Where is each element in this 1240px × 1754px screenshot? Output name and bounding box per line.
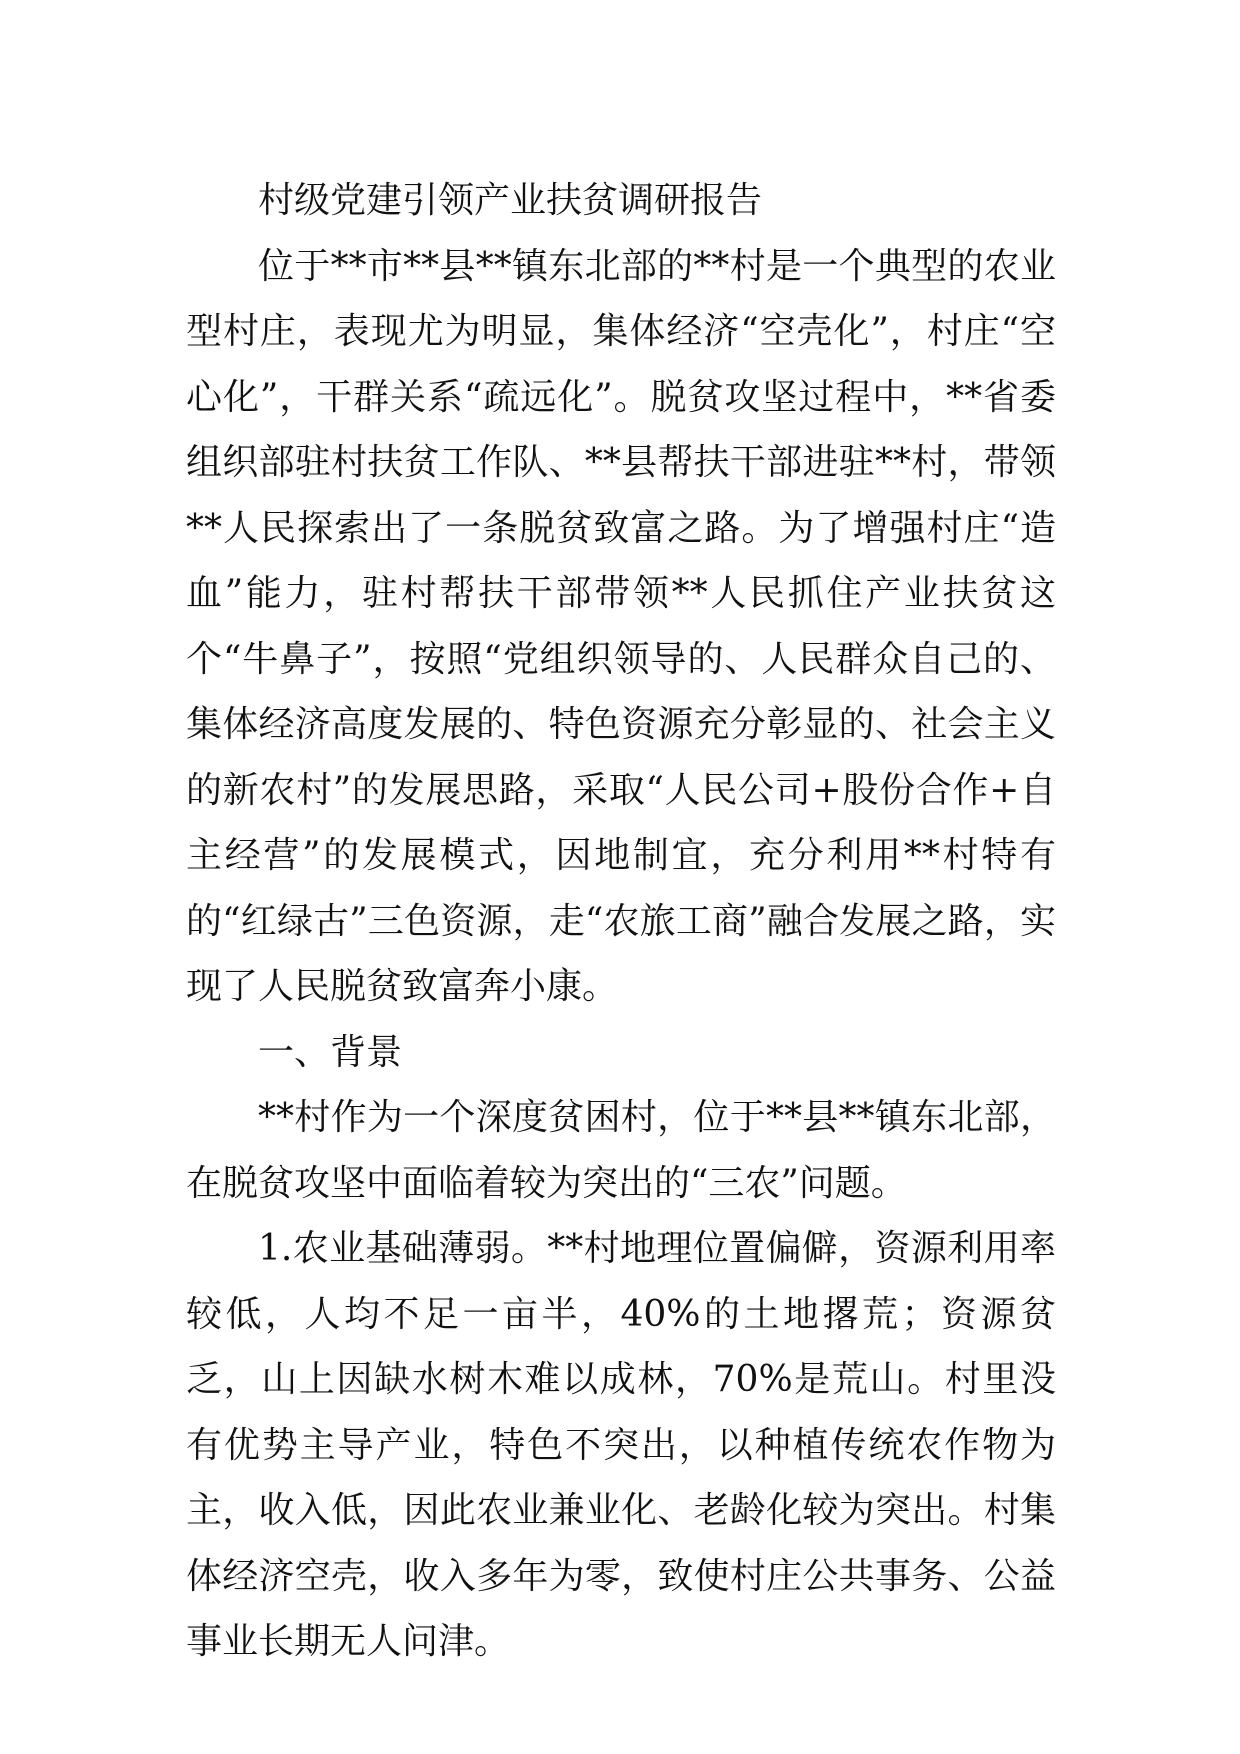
item-1-paragraph: 1.农业基础薄弱。**村地理位置偏僻，资源利用率较低，人均不足一亩半，40%的土地撂荒；资源贫乏，山上因缺水树木难以成林，70%是荒山。村里没有优势主导产业，特色不突出，以种植传统农作物为主，收入低，因此农业兼业化、老龄化较为突出。村集体经济空壳，收入多年为零，致使村庄公共事务、公益事业长期无人问津。 [186, 1228, 1056, 1662]
section-heading-background: 一、背景 [258, 1031, 403, 1073]
intro-paragraph: 位于**市**县**镇东北部的**村是一个典型的农业型村庄，表现尤为明显，集体经济“空壳化”，村庄“空心化”，干群关系“疏远化”。脱贫攻坚过程中，**省委组织部驻村扶贫工作队、**县帮扶干部进驻**村，带领**人民探索出了一条脱贫致富之路。为了增强村庄“造血”能力，驻村帮扶干部带领**人民抓住产业扶贫这个“牛鼻子”，按照“党组织领导的、人民群众自己的、集体经济高度发展的、特色资源充分彰显的、社会主义的新农村”的发展思路，采取“人民公司+股份合作+自主经营”的发展模式，因地制宜，充分利用**村特有的“红绿古”三色资源，走“农旅工商”融合发展之路，实现了人民脱贫致富奔小康。 [186, 245, 1056, 1007]
background-paragraph: **村作为一个深度贫困村，位于**县**镇东北部，在脱贫攻坚中面临着较为突出的“三农”问题。 [186, 1097, 1056, 1204]
document-title: 村级党建引领产业扶贫调研报告 [258, 180, 763, 221]
document-body [186, 168, 1056, 1675]
